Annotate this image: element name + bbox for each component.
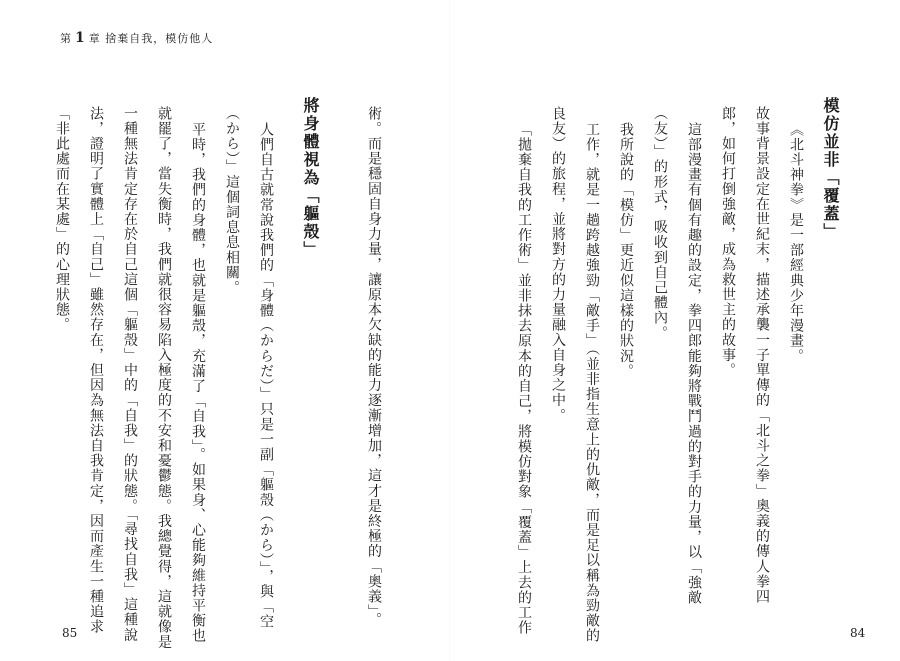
text-column: 術。而是穩固自身力量，讓原本欠缺的能力逐漸增加，這才是終極的「奧義」。 <box>366 106 382 628</box>
text-column: 「拋棄自我的工作術」並非抹去原本的自己，將模仿對象「覆蓋」上去的工作 <box>516 122 532 636</box>
chapter-prefix: 第 <box>60 32 72 45</box>
text-column: （友）」的形式，吸收到自己體內。 <box>652 106 668 341</box>
text-column: 人們自古就常說我們的「身體（からだ）」只是一副「軀殼（から）」，與「空 <box>258 122 274 630</box>
page-number-left: 85 <box>62 626 78 640</box>
section-heading-body-shell: 將身體視為「軀殼」 <box>301 97 320 259</box>
chapter-suffix: 章 <box>88 32 101 45</box>
text-column: 「非此處而在某處」的心理狀態。 <box>54 106 70 333</box>
running-head <box>60 30 213 46</box>
chapter-number: 1 <box>75 30 86 46</box>
text-column: 平時，我們的身體，也就是軀殼，充滿了「自我」。如果身、心能夠維持平衡也 <box>190 122 206 644</box>
section-heading-imitation: 模仿並非「覆蓋」 <box>821 97 840 241</box>
text-column: 一種無法肯定存在於自己這個「軀殼」中的「自我」的狀態。「尋找自我」這種說 <box>122 106 138 643</box>
text-column: 工作，就是一趟跨越強勁「敵手」（並非指生意上的仇敵，而是足以稱為勁敵的 <box>584 122 600 644</box>
text-column: 故事背景設定在世紀末，描述承襲一子單傳的「北斗之拳」奧義的傳人拳四 <box>754 106 770 605</box>
text-column: 就罷了，當失衡時，我們就很容易陷入極度的不安和憂鬱態。我總覺得，這就像是 <box>156 106 172 650</box>
text-column: 郎，如何打倒強敵，成為救世主的故事。 <box>720 106 736 378</box>
text-column: （から）」這個詞息息相關。 <box>224 106 240 296</box>
text-column: 法，證明了實體上「自己」雖然存在，但因為無法自我肯定，因而產生一種追求 <box>88 106 104 635</box>
chapter-title: 捨棄自我，模仿他人 <box>105 32 214 45</box>
page-number-right: 84 <box>850 626 866 640</box>
text-column: 良友）的旅程，並將對方的力量融入自身之中。 <box>550 106 566 424</box>
text-column: 《北斗神拳》是一部經典少年漫畫。 <box>788 122 804 364</box>
text-column: 我所說的「模仿」更近似這樣的狀況。 <box>618 122 634 379</box>
text-column: 這部漫畫有個有趣的設定，拳四郎能夠將戰鬥過的對手的力量，以「強敵 <box>686 122 702 606</box>
page-gutter <box>449 0 450 661</box>
